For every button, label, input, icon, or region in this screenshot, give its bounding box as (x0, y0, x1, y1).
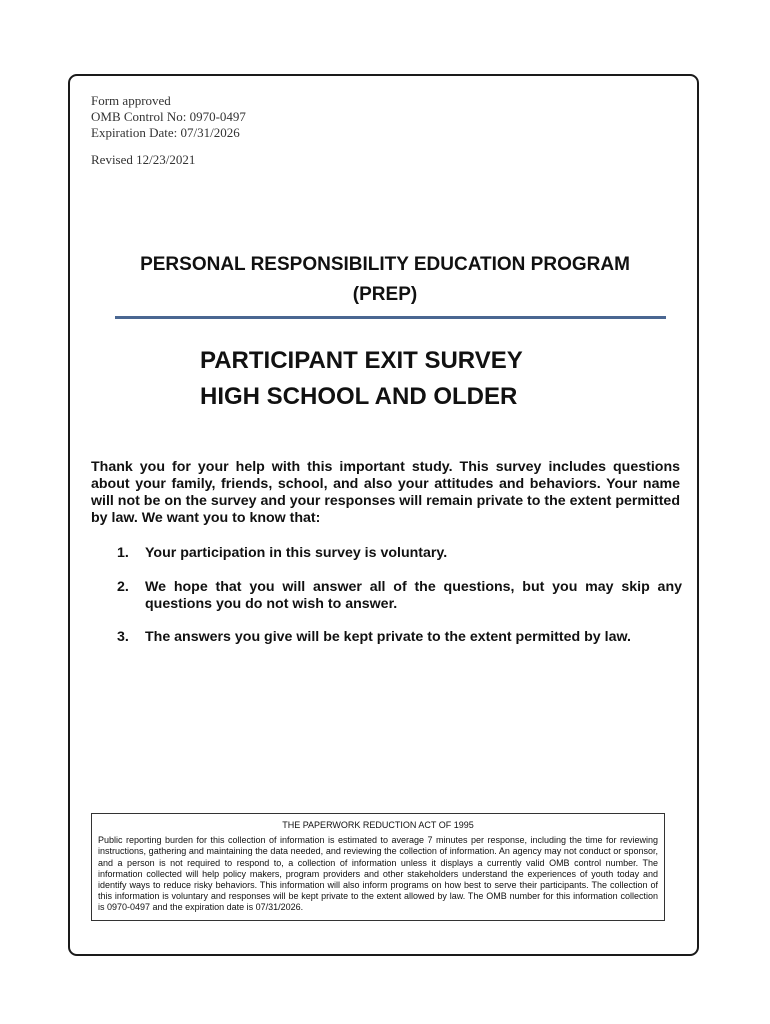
omb-control-number: OMB Control No: 0970-0497 (91, 109, 246, 124)
list-item (117, 629, 682, 646)
paperwork-body: Public reporting burden for this collection of information is estimated to average 7 minutes per response, including the time for reviewing instructions, gathering and maintaining the data needed, and reviewing the collection of information. An agency may not conduct or sponsor, and a person is not required to respond to, a collection of information unless it displays a currently valid OMB control number. The information collected will help policy makers, program providers and other stakeholders understand the experiences of youth today and identify ways to reduce risky behaviors. This information will also inform programs on how best to serve their participants. The collection of this information is voluntary and responses will be kept private to the extent allowed by law. The OMB number for this information collection is 0970-0497 and the expiration date is 07/31/2026. (98, 835, 658, 913)
list-item (117, 579, 682, 613)
list-item-number: 3. (117, 629, 129, 645)
title-divider (115, 316, 666, 319)
list-item (117, 545, 682, 562)
list-item-text: Your participation in this survey is voluntary. (145, 545, 448, 561)
form-metadata (91, 93, 246, 168)
survey-title-line1: PARTICIPANT EXIT SURVEY (200, 347, 523, 374)
list-item-text: We hope that you will answer all of the questions, but you may skip any questions you do not wish to answer. (145, 579, 682, 612)
paperwork-title: THE PAPERWORK REDUCTION ACT OF 1995 (282, 820, 474, 830)
list-item-text: The answers you give will be kept private to the extent permitted by law. (145, 629, 631, 645)
form-approved-text: Form approved (91, 93, 171, 108)
survey-title (200, 343, 523, 415)
revised-date: Revised 12/23/2021 (91, 152, 196, 167)
survey-title-line2: HIGH SCHOOL AND OLDER (200, 383, 518, 410)
list-item-number: 2. (117, 579, 129, 595)
program-title-line1: PERSONAL RESPONSIBILITY EDUCATION PROGRAM (140, 254, 630, 275)
expiration-date: Expiration Date: 07/31/2026 (91, 125, 240, 140)
paperwork-reduction-act-box (91, 813, 665, 921)
assurance-list (117, 545, 682, 663)
program-title-line2: (PREP) (352, 284, 418, 305)
list-item-number: 1. (117, 545, 129, 561)
program-title (80, 250, 690, 310)
intro-paragraph: Thank you for your help with this important study. This survey includes questions about your family, friends, school, and also your attitudes and behaviors. Your name will not be on the survey and your responses will remain private to the extent permitted by law. We want you to know that: (91, 459, 680, 526)
